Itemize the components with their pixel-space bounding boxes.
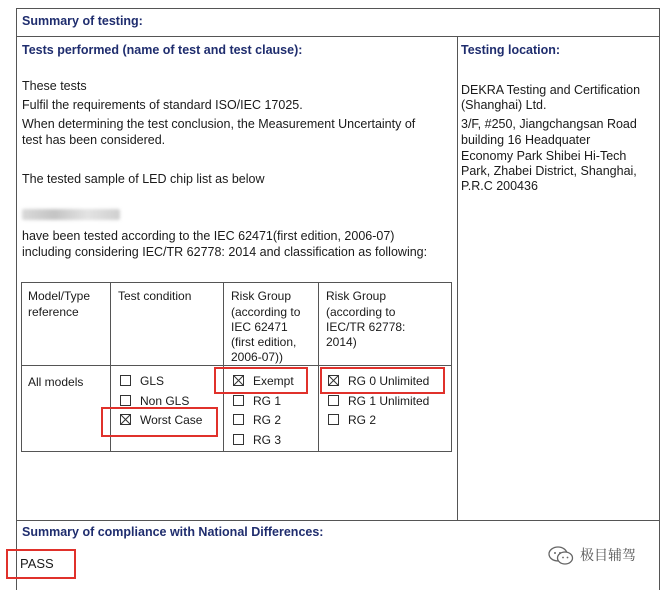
col-header-rg62778-4: 2014) — [326, 335, 357, 349]
highlight-exempt — [214, 367, 308, 394]
location-line-4: building 16 Headquater — [461, 133, 591, 147]
highlight-rg0-unlimited — [320, 367, 445, 394]
highlight-worst-case — [101, 407, 218, 437]
tests-line-5: The tested sample of LED chip list as below — [22, 172, 265, 186]
option-non-gls-label: Non GLS — [140, 394, 190, 408]
tests-line-4: test has been considered. — [22, 133, 166, 147]
tests-line-1: These tests — [22, 79, 87, 93]
option-exempt-label: Exempt — [253, 374, 294, 388]
option-rg2-label: RG 2 — [253, 413, 282, 427]
checkbox-rg1-unlimited[interactable] — [328, 395, 339, 406]
col-header-condition: Test condition — [118, 289, 192, 303]
option-gls-label: GLS — [140, 374, 165, 388]
redacted-sample-name — [22, 209, 120, 220]
compliance-result: PASS — [20, 556, 54, 571]
watermark-text: 极目辅驾 — [580, 548, 636, 564]
page-title: Summary of testing: — [22, 14, 143, 28]
location-line-3: 3/F, #250, Jiangchangsan Road — [461, 117, 637, 131]
col-header-model-2: reference — [28, 305, 79, 319]
col-header-rg62778-1: Risk Group — [326, 289, 387, 303]
rule-compliance — [16, 520, 660, 521]
location-line-2: (Shanghai) Ltd. — [461, 98, 547, 112]
col-header-rg62471-3: IEC 62471 — [231, 320, 288, 334]
location-line-7: P.R.C 200436 — [461, 179, 538, 193]
checkbox-non-gls[interactable] — [120, 395, 131, 406]
col-header-rg62471-4: (first edition, — [231, 335, 297, 349]
col-header-model: Model/Type — [28, 289, 91, 303]
option-rg1-label: RG 1 — [253, 394, 282, 408]
checkbox-rg3[interactable] — [233, 434, 244, 445]
compliance-heading: Summary of compliance with National Differences: — [22, 525, 324, 539]
location-line-1: DEKRA Testing and Certification — [461, 83, 641, 97]
col-header-rg62471-1: Risk Group — [231, 289, 292, 303]
col-header-rg62778-3: IEC/TR 62778: — [326, 320, 406, 334]
location-line-5: Economy Park Shibei Hi-Tech — [461, 149, 627, 163]
checkbox-rg1[interactable] — [233, 395, 244, 406]
tests-line-6: have been tested according to the IEC 62471(first edition, 2006-07) — [22, 229, 395, 243]
option-rg2-62778-label: RG 2 — [348, 413, 377, 427]
rule-under-title — [16, 36, 660, 37]
checkbox-rg2[interactable] — [233, 414, 244, 425]
tests-line-2: Fulfil the requirements of standard ISO/IEC 17025. — [22, 98, 303, 112]
rule-column-divider — [457, 36, 458, 520]
tests-line-3: When determining the test conclusion, the Measurement Uncertainty of — [22, 117, 416, 131]
rule-top — [16, 8, 660, 9]
rule-left — [16, 8, 17, 590]
option-worst-case-label: Worst Case — [140, 413, 203, 427]
tests-heading: Tests performed (name of test and test clause): — [22, 43, 303, 57]
tests-line-7: including considering IEC/TR 62778: 2014 and classification as following: — [22, 245, 428, 259]
option-rg3-label: RG 3 — [253, 433, 282, 447]
location-line-6: Park, Zhabei District, Shanghai, — [461, 164, 637, 178]
checkbox-rg2-62778[interactable] — [328, 414, 339, 425]
option-rg1-unlimited-label: RG 1 Unlimited — [348, 394, 430, 408]
model-value: All models — [28, 375, 84, 389]
location-heading: Testing location: — [461, 43, 561, 57]
col-header-rg62471-2: (according to — [231, 305, 301, 319]
checkbox-gls[interactable] — [120, 375, 131, 386]
wechat-icon — [548, 546, 574, 566]
rule-right — [659, 8, 660, 590]
col-header-rg62471-5: 2006-07)) — [231, 350, 284, 364]
col-header-rg62778-2: (according to — [326, 305, 396, 319]
option-rg0-unlimited-label: RG 0 Unlimited — [348, 374, 430, 388]
